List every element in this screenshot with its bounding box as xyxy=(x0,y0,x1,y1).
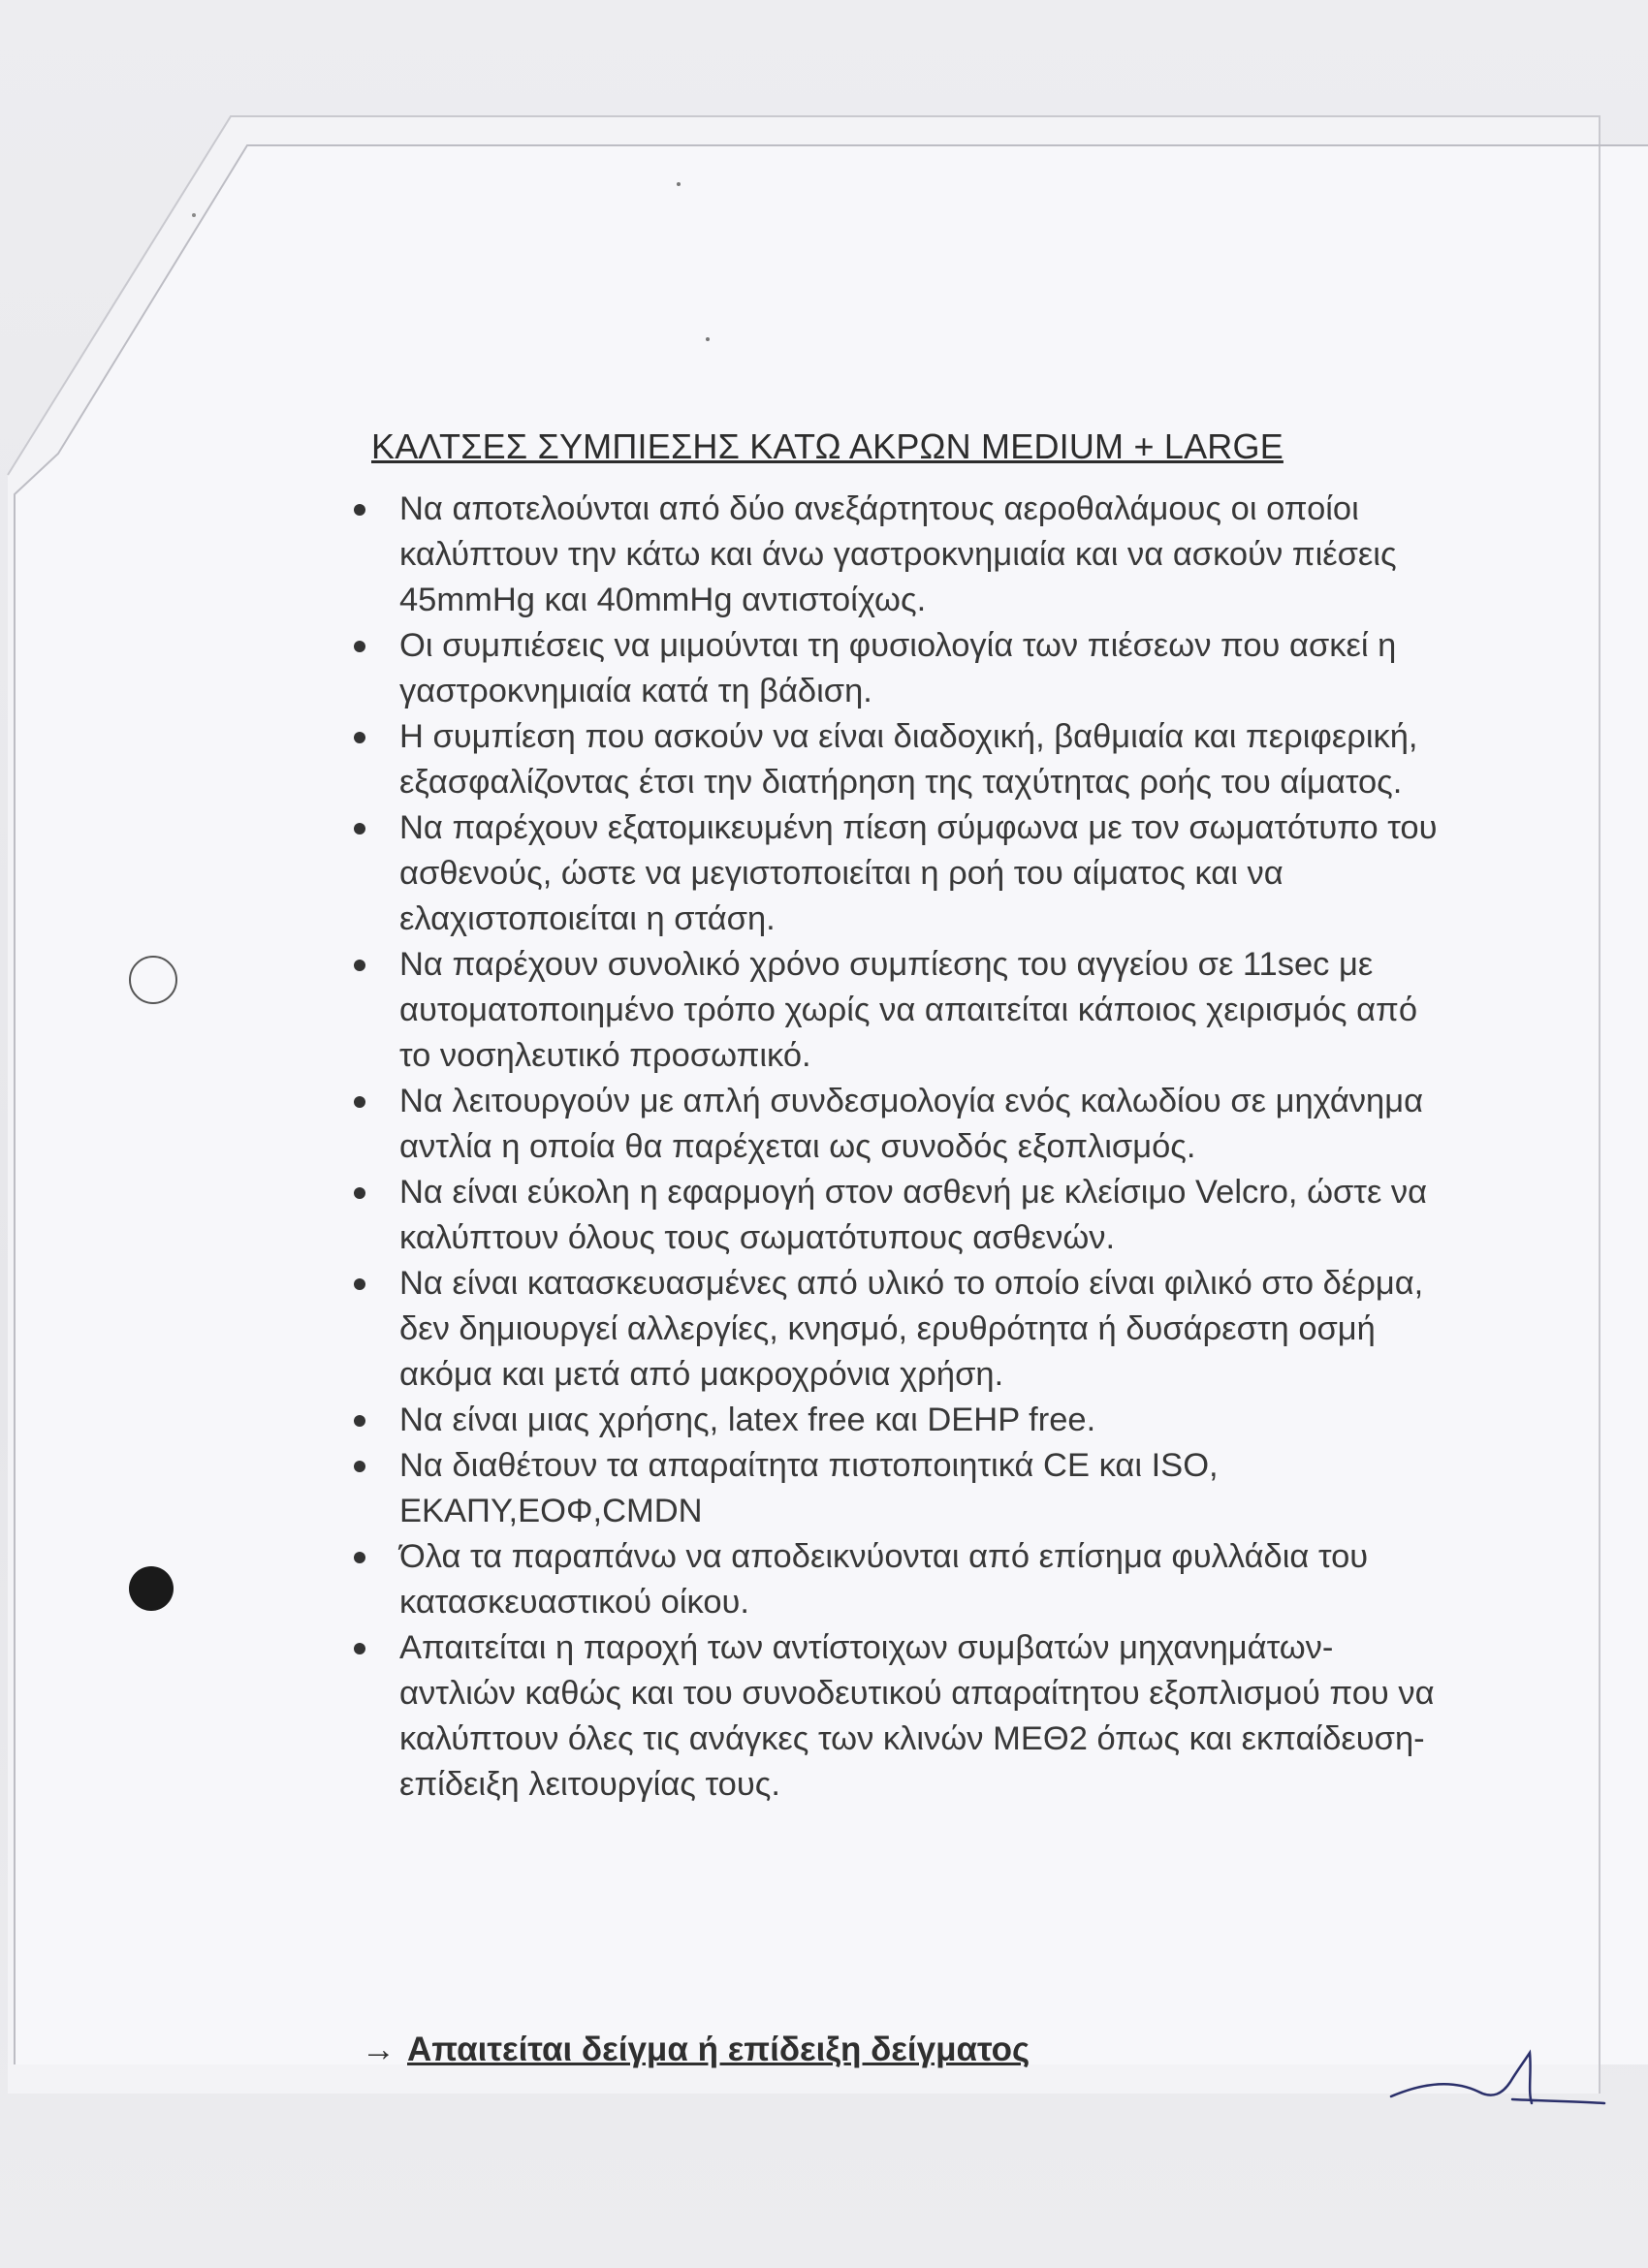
list-item-text: Να είναι κατασκευασμένες από υλικό το οποίο είναι φιλικό στο δέρμα, δεν δημιουργεί αλλεργίες, κνησμό, ερυθρότητα ή δυσάρεστη οσμή ακόμα και μετά από μακροχρόνια χρήση. xyxy=(399,1265,1424,1393)
arrow-right-icon: → xyxy=(362,2031,396,2068)
list-item xyxy=(354,1443,1440,1534)
list-item xyxy=(354,1398,1440,1443)
bullet-icon xyxy=(354,1096,365,1108)
signature-scribble xyxy=(1386,2043,1609,2111)
punch-hole-dark xyxy=(129,1566,174,1611)
list-item xyxy=(354,714,1440,805)
list-item-text: Να λειτουργούν με απλή συνδεσμολογία ενός καλωδίου σε μηχάνημα αντλία η οποία θα παρέχεται ως συνοδός εξοπλισμός. xyxy=(399,1083,1424,1165)
bullet-icon xyxy=(354,1552,365,1563)
requirements-list xyxy=(354,487,1440,1808)
bullet-icon xyxy=(354,1415,365,1427)
list-item xyxy=(354,1534,1440,1625)
list-item-text: Η συμπίεση που ασκούν να είναι διαδοχική, βαθμιαία και περιφερική, εξασφαλίζοντας έτσι την διατήρηση της ταχύτητας ροής του αίματος. xyxy=(399,718,1418,801)
list-item xyxy=(354,1079,1440,1170)
bullet-icon xyxy=(354,960,365,971)
list-item xyxy=(354,1625,1440,1808)
list-item xyxy=(354,487,1440,623)
list-item xyxy=(354,1261,1440,1398)
bullet-icon xyxy=(354,504,365,516)
bullet-icon xyxy=(354,1187,365,1199)
list-item-text: Να διαθέτουν τα απαραίτητα πιστοποιητικά CE και ISO, ΕΚΑΠΥ,ΕΟΦ,CMDN xyxy=(399,1447,1219,1529)
list-item xyxy=(354,623,1440,714)
bullet-icon xyxy=(354,641,365,652)
bullet-icon xyxy=(354,1643,365,1654)
bullet-icon xyxy=(354,823,365,835)
list-item-text: Οι συμπιέσεις να μιμούνται τη φυσιολογία των πιέσεων που ασκεί η γαστροκνημιαία κατά τη βάδιση. xyxy=(399,627,1397,709)
bullet-icon xyxy=(354,1278,365,1290)
list-item-text: Να αποτελούνται από δύο ανεξάρτητους αεροθαλάμους οι οποίοι καλύπτουν την κάτω και άνω γαστροκνημιαία και να ασκούν πιέσεις 45mmHg και 40mmHg αντιστοίχως. xyxy=(399,490,1397,618)
list-item-text: Να παρέχουν εξατομικευμένη πίεση σύμφωνα με τον σωματότυπο του ασθενούς, ώστε να μεγιστοποιείται η ροή του αίματος και να ελαχιστοποιείται η στάση. xyxy=(399,809,1438,937)
list-item xyxy=(354,1170,1440,1261)
bullet-icon xyxy=(354,1461,365,1472)
punch-hole-outline xyxy=(129,956,177,1004)
list-item-text: Να παρέχουν συνολικό χρόνο συμπίεσης του αγγείου σε 11sec με αυτοματοποιημένο τρόπο χωρίς να απαιτείται κάποιος χειρισμός από το νοσηλευτικό προσωπικό. xyxy=(399,946,1418,1074)
bullet-icon xyxy=(354,732,365,743)
list-item-text: Απαιτείται η παροχή των αντίστοιχων συμβατών μηχανημάτων-αντλιών καθώς και του συνοδευτικού απαραίτητου εξοπλισμού που να καλύπτουν όλες τις ανάγκες των κλινών ΜΕΘ2 όπως και εκπαίδευση- επίδειξη λειτουργίας τους. xyxy=(399,1629,1435,1803)
list-item xyxy=(354,942,1440,1079)
list-item xyxy=(354,805,1440,942)
document-title: ΚΑΛΤΣΕΣ ΣΥΜΠΙΕΣΗΣ ΚΑΤΩ ΑΚΡΩΝ MEDIUM + LARGE xyxy=(371,426,1284,466)
sample-requirement-text: Απαιτείται δείγμα ή επίδειξη δείγματος xyxy=(407,2031,1030,2068)
document-body xyxy=(354,426,1440,1808)
sample-requirement-note xyxy=(362,2031,1030,2069)
list-item-text: Όλα τα παραπάνω να αποδεικνύονται από επίσημα φυλλάδια του κατασκευαστικού οίκου. xyxy=(399,1538,1369,1621)
list-item-text: Να είναι μιας χρήσης, latex free και DEHP free. xyxy=(399,1402,1096,1438)
list-item-text: Να είναι εύκολη η εφαρμογή στον ασθενή με κλείσιμο Velcro, ώστε να καλύπτουν όλους τους σωματότυπους ασθενών. xyxy=(399,1174,1428,1256)
